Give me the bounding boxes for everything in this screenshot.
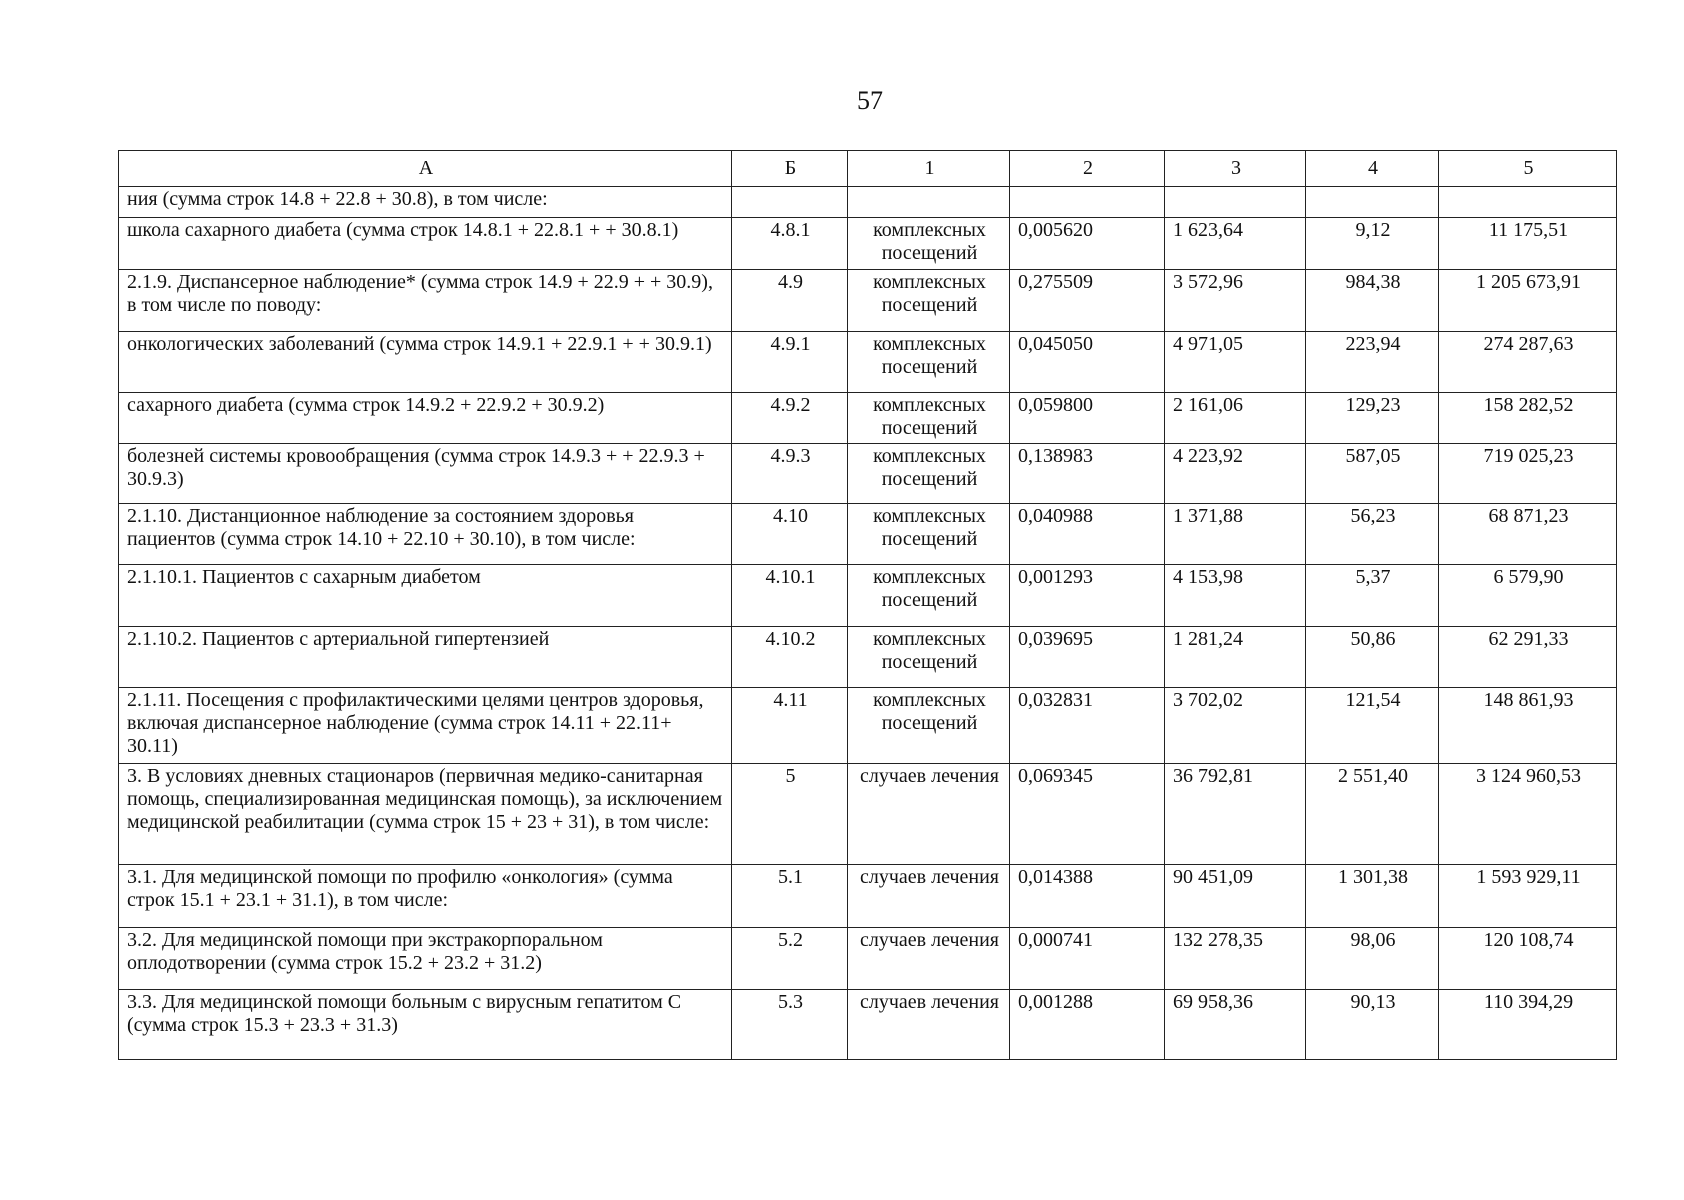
unit-cell: случаев лечения (848, 990, 1010, 1060)
row-number (732, 187, 848, 218)
row-number: 4.9.1 (732, 332, 848, 393)
value-col-3: 36 792,81 (1165, 764, 1306, 865)
value-col-4: 5,37 (1306, 565, 1439, 627)
row-label: 2.1.11. Посещения с профилактическими целями центров здоровья, включая диспансерное наблюдение (сумма строк 14.11 + 22.11+ 30.11) (119, 688, 732, 764)
header-col-4: 4 (1306, 151, 1439, 187)
value-col-4: 223,94 (1306, 332, 1439, 393)
value-col-2: 0,001293 (1010, 565, 1165, 627)
table-row (119, 865, 1617, 928)
row-number: 4.9.2 (732, 393, 848, 444)
value-col-5: 11 175,51 (1439, 218, 1617, 270)
value-col-3: 1 371,88 (1165, 504, 1306, 565)
value-col-5: 1 593 929,11 (1439, 865, 1617, 928)
value-col-4: 2 551,40 (1306, 764, 1439, 865)
value-col-3: 132 278,35 (1165, 928, 1306, 990)
unit-cell: случаев лечения (848, 865, 1010, 928)
value-col-3: 69 958,36 (1165, 990, 1306, 1060)
row-label: 3.1. Для медицинской помощи по профилю «онкология» (сумма строк 15.1 + 23.1 + 31.1), в том числе: (119, 865, 732, 928)
value-col-3: 4 971,05 (1165, 332, 1306, 393)
value-col-2: 0,059800 (1010, 393, 1165, 444)
value-col-2: 0,039695 (1010, 627, 1165, 688)
row-label: ния (сумма строк 14.8 + 22.8 + 30.8), в том числе: (119, 187, 732, 218)
table-row (119, 187, 1617, 218)
header-col-3: 3 (1165, 151, 1306, 187)
header-col-5: 5 (1439, 151, 1617, 187)
value-col-5: 110 394,29 (1439, 990, 1617, 1060)
table-row (119, 332, 1617, 393)
table-row (119, 990, 1617, 1060)
unit-cell: комплексных посещений (848, 688, 1010, 764)
unit-cell: комплексных посещений (848, 332, 1010, 393)
row-label: 3.3. Для медицинской помощи больным с вирусным гепатитом С (сумма строк 15.3 + 23.3 + 31.3) (119, 990, 732, 1060)
value-col-5 (1439, 187, 1617, 218)
unit-cell: случаев лечения (848, 928, 1010, 990)
row-label: онкологических заболеваний (сумма строк 14.9.1 + 22.9.1 + + 30.9.1) (119, 332, 732, 393)
value-col-4: 98,06 (1306, 928, 1439, 990)
value-col-5: 1 205 673,91 (1439, 270, 1617, 332)
table-row (119, 444, 1617, 504)
value-col-2 (1010, 187, 1165, 218)
table-row (119, 218, 1617, 270)
row-label: 2.1.9. Диспансерное наблюдение* (сумма строк 14.9 + 22.9 + + 30.9), в том числе по поводу: (119, 270, 732, 332)
value-col-4: 984,38 (1306, 270, 1439, 332)
unit-cell: комплексных посещений (848, 444, 1010, 504)
table-row (119, 688, 1617, 764)
value-col-5: 274 287,63 (1439, 332, 1617, 393)
value-col-2: 0,040988 (1010, 504, 1165, 565)
value-col-3: 3 572,96 (1165, 270, 1306, 332)
value-col-4: 587,05 (1306, 444, 1439, 504)
value-col-5: 120 108,74 (1439, 928, 1617, 990)
unit-cell: комплексных посещений (848, 565, 1010, 627)
value-col-4: 90,13 (1306, 990, 1439, 1060)
value-col-5: 6 579,90 (1439, 565, 1617, 627)
row-label: 2.1.10. Дистанционное наблюдение за состоянием здоровья пациентов (сумма строк 14.10 + 22.10 + 30.10), в том числе: (119, 504, 732, 565)
table-row (119, 565, 1617, 627)
row-label: болезней системы кровообращения (сумма строк 14.9.3 + + 22.9.3 + 30.9.3) (119, 444, 732, 504)
value-col-3 (1165, 187, 1306, 218)
value-col-5: 68 871,23 (1439, 504, 1617, 565)
header-row (119, 151, 1617, 187)
page-number: 57 (857, 86, 883, 115)
row-label: 2.1.10.2. Пациентов с артериальной гипертензией (119, 627, 732, 688)
row-label: 3.2. Для медицинской помощи при экстракорпоральном оплодотворении (сумма строк 15.2 + 23.2 + 31.2) (119, 928, 732, 990)
table-row (119, 627, 1617, 688)
value-col-2: 0,001288 (1010, 990, 1165, 1060)
value-col-3: 90 451,09 (1165, 865, 1306, 928)
unit-cell: комплексных посещений (848, 627, 1010, 688)
value-col-3: 2 161,06 (1165, 393, 1306, 444)
value-col-4 (1306, 187, 1439, 218)
header-col-a: А (119, 151, 732, 187)
unit-cell (848, 187, 1010, 218)
value-col-2: 0,005620 (1010, 218, 1165, 270)
row-number: 4.10.2 (732, 627, 848, 688)
row-number: 4.8.1 (732, 218, 848, 270)
unit-cell: случаев лечения (848, 764, 1010, 865)
value-col-2: 0,014388 (1010, 865, 1165, 928)
header-col-b: Б (732, 151, 848, 187)
value-col-2: 0,045050 (1010, 332, 1165, 393)
value-col-5: 148 861,93 (1439, 688, 1617, 764)
row-label: 3. В условиях дневных стационаров (первичная медико-санитарная помощь, специализированная медицинская помощь), за исключением медицинской реабилитации (сумма строк 15 + 23 + 31), в том числе: (119, 764, 732, 865)
value-col-5: 62 291,33 (1439, 627, 1617, 688)
value-col-2: 0,032831 (1010, 688, 1165, 764)
row-label: школа сахарного диабета (сумма строк 14.8.1 + 22.8.1 + + 30.8.1) (119, 218, 732, 270)
value-col-4: 50,86 (1306, 627, 1439, 688)
row-number: 5.3 (732, 990, 848, 1060)
row-number: 4.10 (732, 504, 848, 565)
value-col-5: 3 124 960,53 (1439, 764, 1617, 865)
unit-cell: комплексных посещений (848, 393, 1010, 444)
value-col-3: 3 702,02 (1165, 688, 1306, 764)
value-col-4: 56,23 (1306, 504, 1439, 565)
table-row (119, 270, 1617, 332)
value-col-2: 0,275509 (1010, 270, 1165, 332)
value-col-2: 0,000741 (1010, 928, 1165, 990)
row-number: 5.1 (732, 865, 848, 928)
value-col-2: 0,069345 (1010, 764, 1165, 865)
value-col-4: 121,54 (1306, 688, 1439, 764)
value-col-4: 129,23 (1306, 393, 1439, 444)
value-col-3: 1 623,64 (1165, 218, 1306, 270)
table-row (119, 764, 1617, 865)
unit-cell: комплексных посещений (848, 504, 1010, 565)
unit-cell: комплексных посещений (848, 270, 1010, 332)
row-number: 4.10.1 (732, 565, 848, 627)
row-number: 5.2 (732, 928, 848, 990)
value-col-4: 9,12 (1306, 218, 1439, 270)
header-col-1: 1 (848, 151, 1010, 187)
table-row (119, 928, 1617, 990)
unit-cell: комплексных посещений (848, 218, 1010, 270)
row-number: 4.11 (732, 688, 848, 764)
value-col-3: 4 153,98 (1165, 565, 1306, 627)
data-table (118, 150, 1617, 1060)
table-row (119, 504, 1617, 565)
value-col-5: 719 025,23 (1439, 444, 1617, 504)
row-label: сахарного диабета (сумма строк 14.9.2 + 22.9.2 + 30.9.2) (119, 393, 732, 444)
row-number: 4.9 (732, 270, 848, 332)
value-col-5: 158 282,52 (1439, 393, 1617, 444)
row-number: 4.9.3 (732, 444, 848, 504)
value-col-3: 4 223,92 (1165, 444, 1306, 504)
row-number: 5 (732, 764, 848, 865)
value-col-3: 1 281,24 (1165, 627, 1306, 688)
row-label: 2.1.10.1. Пациентов с сахарным диабетом (119, 565, 732, 627)
value-col-2: 0,138983 (1010, 444, 1165, 504)
table-row (119, 393, 1617, 444)
value-col-4: 1 301,38 (1306, 865, 1439, 928)
header-col-2: 2 (1010, 151, 1165, 187)
